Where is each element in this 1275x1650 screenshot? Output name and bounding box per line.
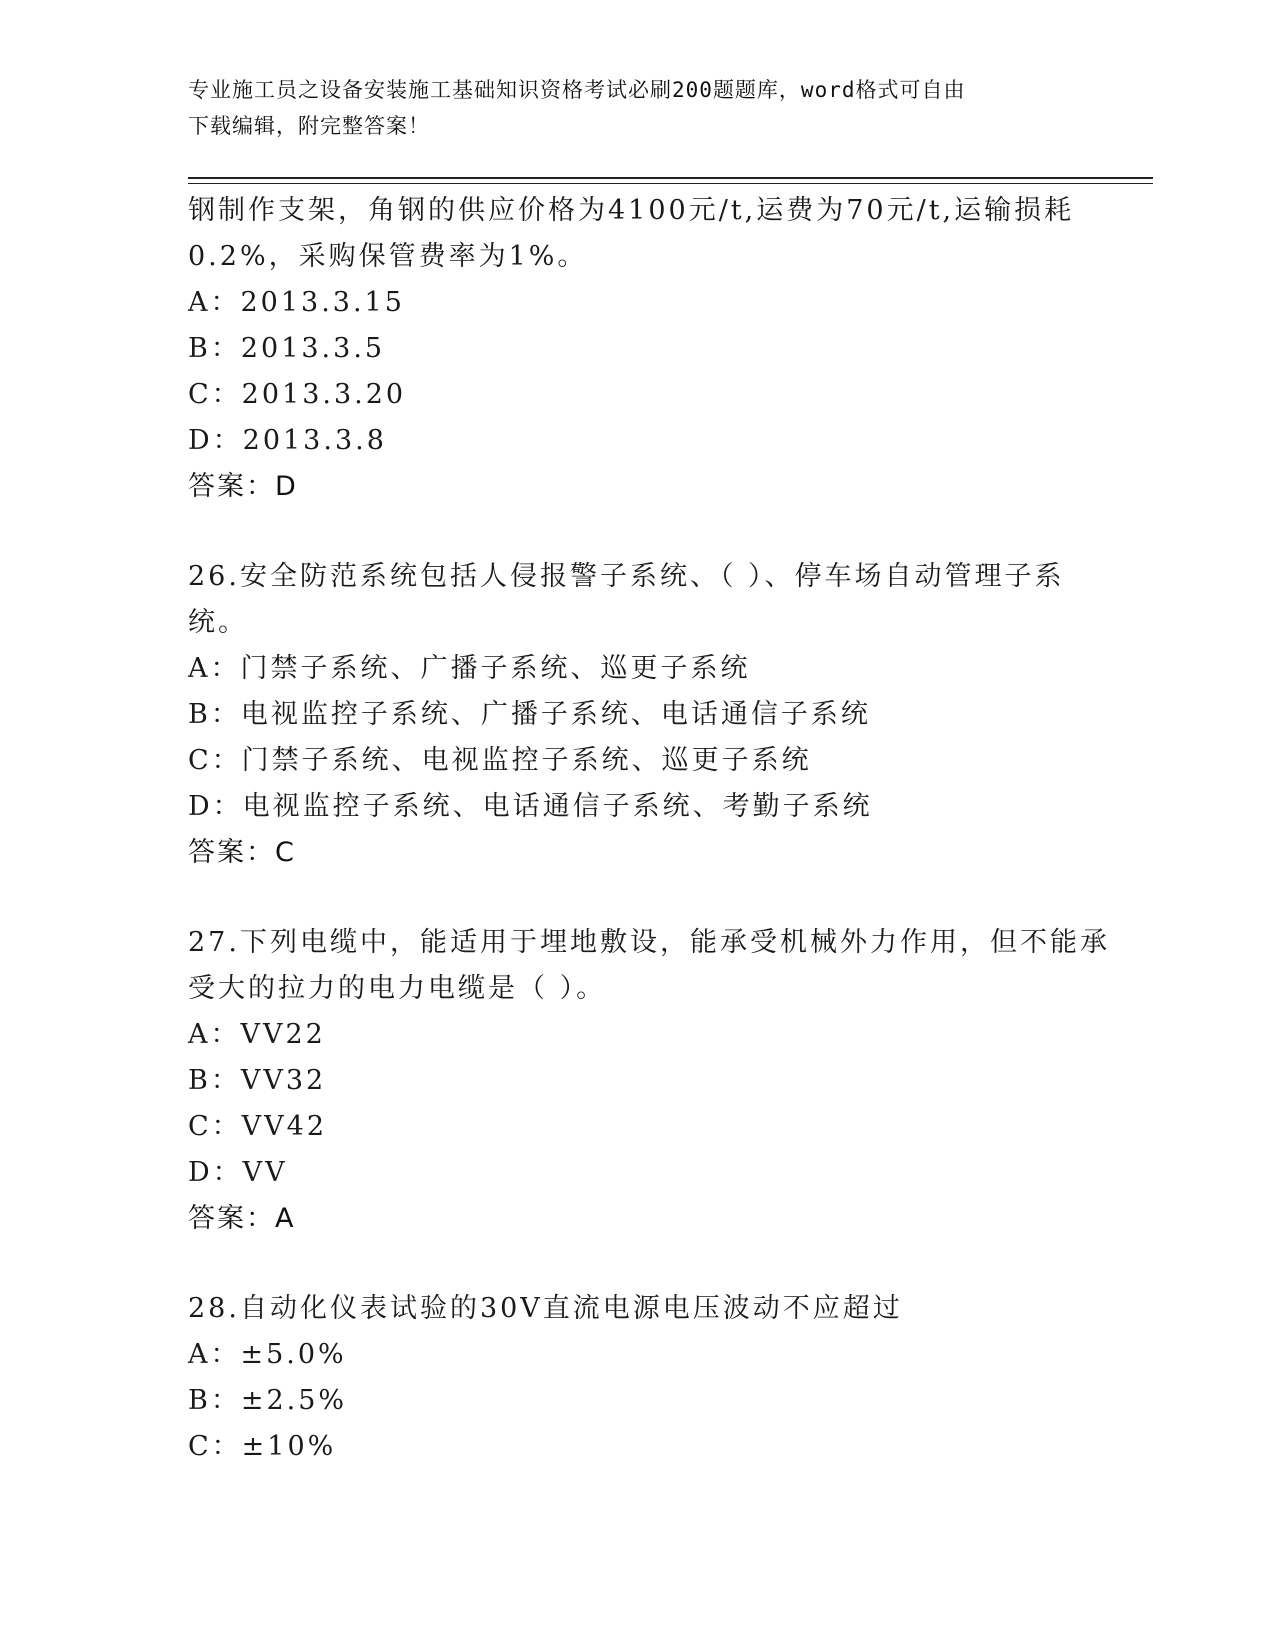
option-d: D：VV bbox=[188, 1157, 288, 1188]
option-b: B：±2.5% bbox=[188, 1385, 348, 1416]
option-a: A：VV22 bbox=[188, 1019, 326, 1050]
spacer bbox=[188, 510, 1088, 554]
question-text-line: 受大的拉力的电力电缆是（ ）。 bbox=[188, 973, 607, 1004]
question-28 bbox=[188, 1286, 1088, 1470]
header-rule-thin bbox=[188, 183, 1153, 184]
answer-line: 答案：C bbox=[188, 837, 296, 868]
option-a: A：门禁子系统、广播子系统、巡更子系统 bbox=[188, 653, 751, 684]
question-text-line: 钢制作支架，角钢的供应价格为4100元/t,运费为70元/t,运输损耗 bbox=[188, 195, 1075, 226]
answer-line: 答案：A bbox=[188, 1203, 296, 1234]
option-c: C：±10% bbox=[188, 1431, 337, 1462]
spacer bbox=[188, 876, 1088, 920]
document-header bbox=[188, 72, 1088, 144]
option-d: D：2013.3.8 bbox=[188, 425, 387, 456]
option-b: B：电视监控子系统、广播子系统、电话通信子系统 bbox=[188, 699, 871, 730]
answer-line: 答案：D bbox=[188, 471, 298, 502]
question-text-line: 26.安全防范系统包括人侵报警子系统、（ ）、停车场自动管理子系 bbox=[188, 561, 1065, 592]
option-c: C：VV42 bbox=[188, 1111, 328, 1142]
option-a: A：±5.0% bbox=[188, 1339, 347, 1370]
question-25 bbox=[188, 188, 1088, 510]
header-rule-thick bbox=[188, 177, 1153, 179]
header-line-1: 专业施工员之设备安装施工基础知识资格考试必刷200题题库，word格式可自由 bbox=[188, 78, 966, 102]
option-b: B：VV32 bbox=[188, 1065, 327, 1096]
question-26 bbox=[188, 554, 1088, 876]
spacer bbox=[188, 1242, 1088, 1286]
question-text-line: 28.自动化仪表试验的30V直流电源电压波动不应超过 bbox=[188, 1293, 903, 1324]
option-c: C：2013.3.20 bbox=[188, 379, 407, 410]
question-text-line: 0.2%，采购保管费率为1%。 bbox=[188, 241, 588, 272]
document-body bbox=[188, 188, 1110, 1470]
option-a: A：2013.3.15 bbox=[188, 287, 405, 318]
question-27 bbox=[188, 920, 1110, 1242]
header-line-2: 下载编辑，附完整答案！ bbox=[188, 114, 430, 138]
option-d: D：电视监控子系统、电话通信子系统、考勤子系统 bbox=[188, 791, 873, 822]
question-text-line: 统。 bbox=[188, 607, 248, 638]
question-text-line: 27.下列电缆中，能适用于埋地敷设，能承受机械外力作用，但不能承 bbox=[188, 927, 1110, 958]
option-c: C：门禁子系统、电视监控子系统、巡更子系统 bbox=[188, 745, 812, 776]
option-b: B：2013.3.5 bbox=[188, 333, 386, 364]
